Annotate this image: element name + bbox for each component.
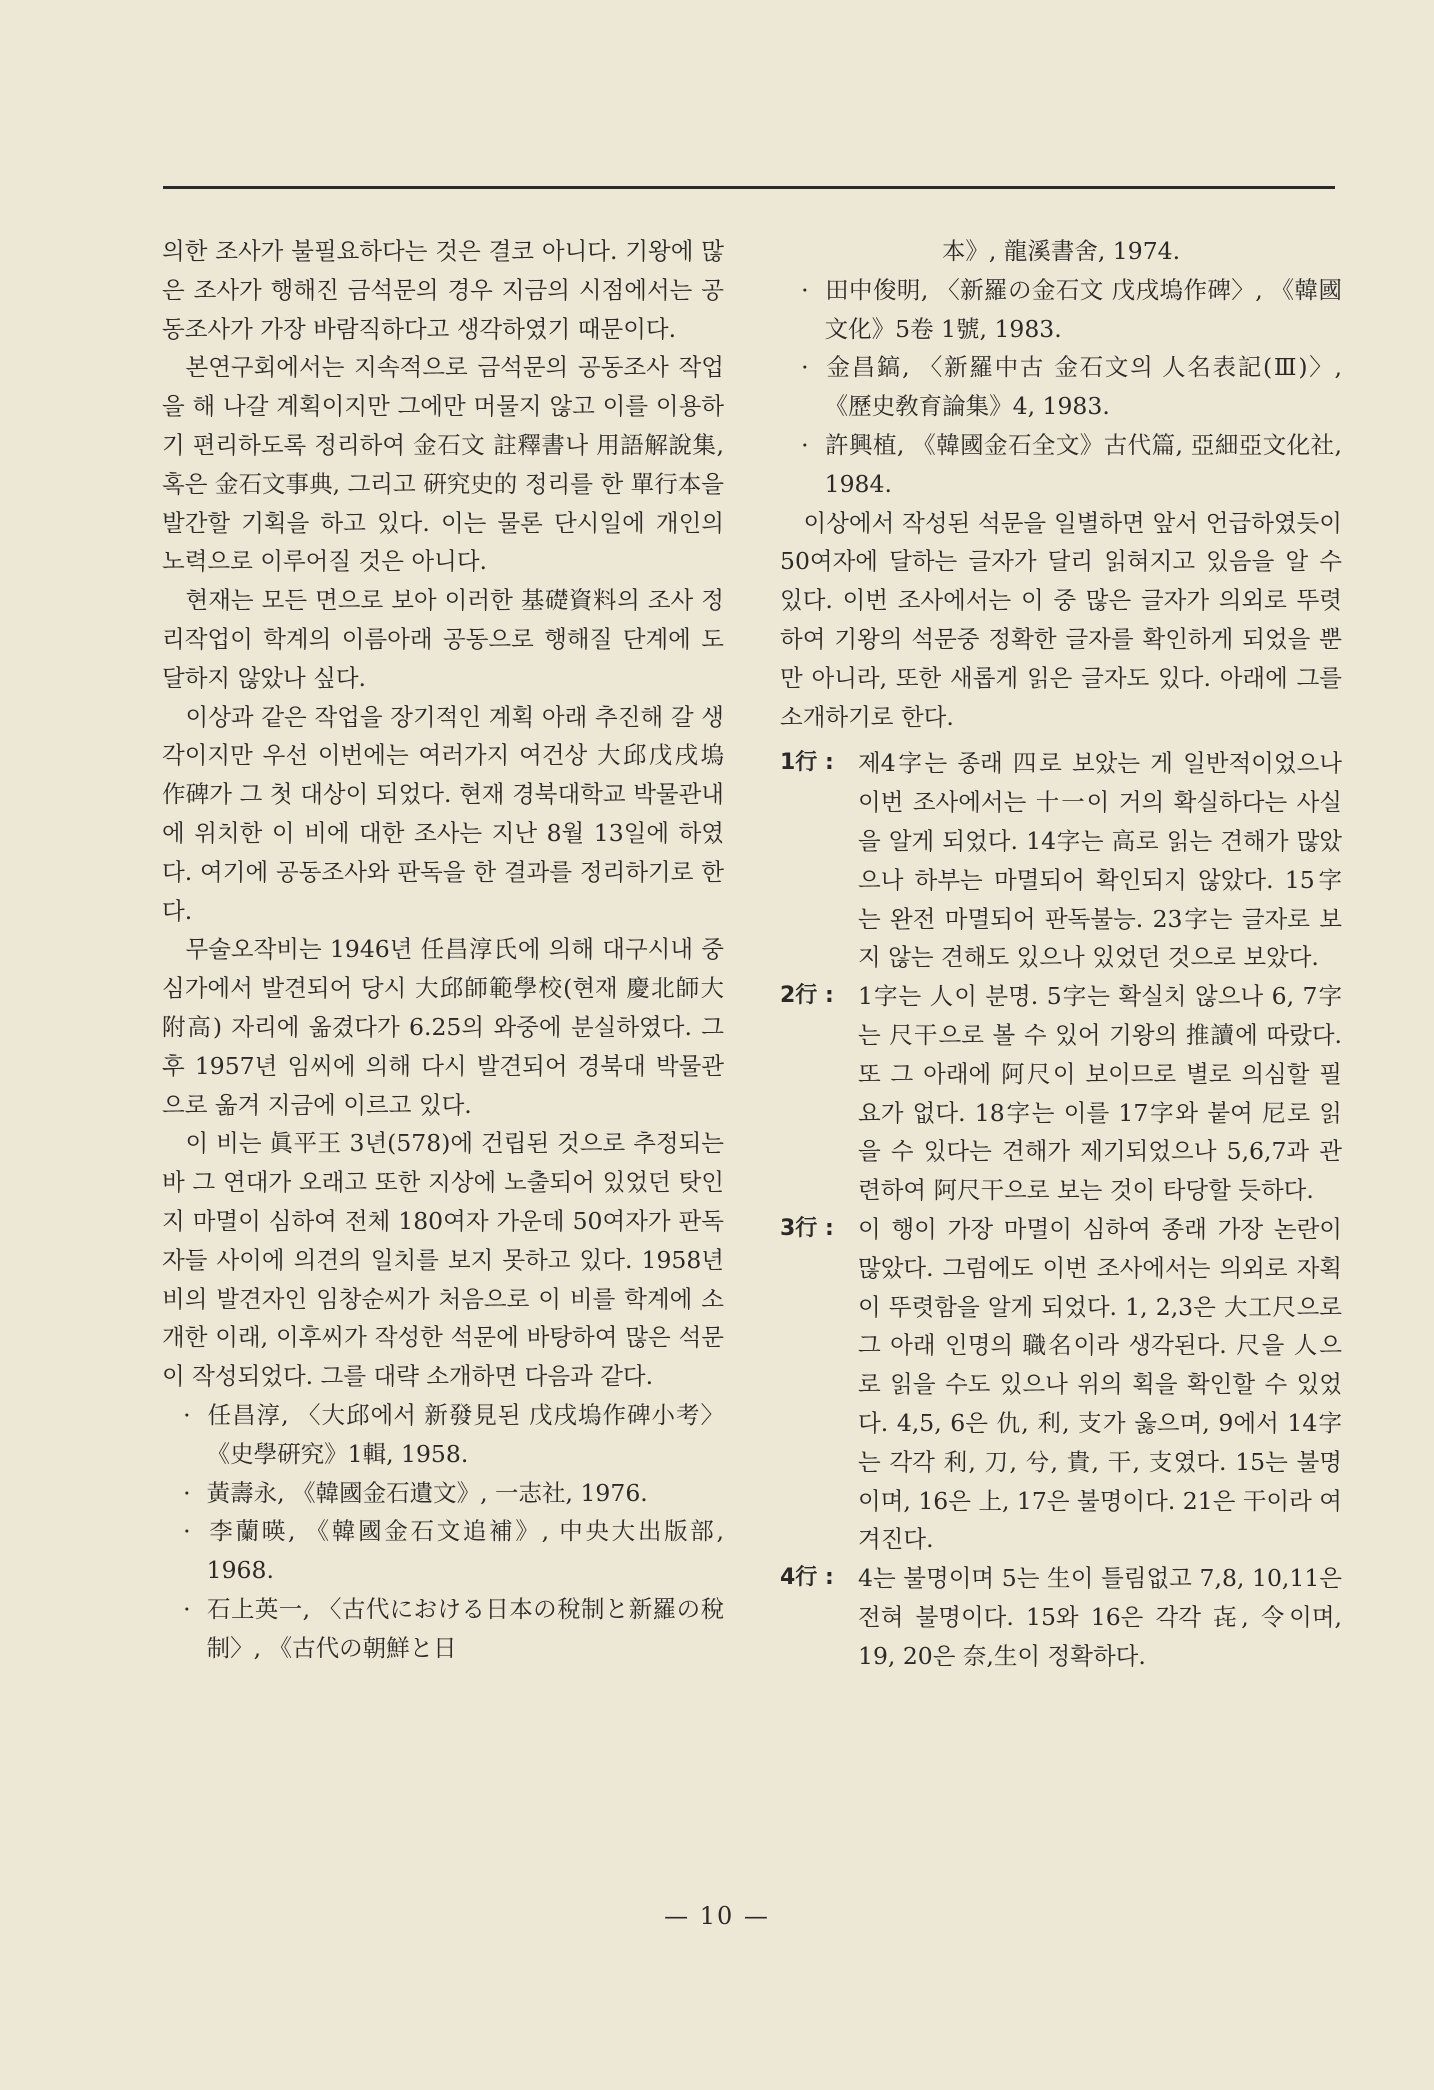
bullet-icon: · — [183, 1517, 191, 1546]
bibliography-text: 許興植, 《韓國金石全文》古代篇, 亞細亞文化社, 1984. — [824, 430, 1342, 498]
bullet-icon: · — [801, 353, 809, 382]
bibliography-item — [162, 1590, 724, 1668]
right-column — [780, 232, 1342, 1675]
header-rule — [163, 186, 1335, 189]
bibliography-item — [780, 271, 1342, 349]
paragraph: 현재는 모든 면으로 보아 이러한 基礎資料의 조사 정리작업이 학계의 이름아래 공동으로 행해질 단계에 도달하지 않았나 싶다. — [162, 586, 724, 692]
page-number: — 10 — — [664, 1902, 770, 1930]
line-label: 4行 : — [780, 1565, 834, 1591]
paragraph: 무술오작비는 1946년 任昌淳氏에 의해 대구시내 중심가에서 발견되어 당시 大邱師範學校(현재 慶北師大附高) 자리에 옮겼다가 6.25의 와중에 분실하였다. 그 후 1957년 임씨에 의해 다시 발견되어 경북대 박물관으로 옮겨 지금에 이르고 있다. — [162, 935, 724, 1119]
bibliography-item — [780, 348, 1342, 426]
bibliography-item — [780, 426, 1342, 504]
reading-line-4 — [780, 1559, 1342, 1675]
bibliography-text: 金昌鎬, 〈新羅中古 金石文의 人名表記(Ⅲ)〉, 《歷史敎育論集》4, 1983. — [824, 353, 1342, 421]
paragraph: 이 비는 眞平王 3년(578)에 건립된 것으로 추정되는 바 그 연대가 오래고 또한 지상에 노출되어 있었던 탓인 지 마멸이 심하여 전체 180여자 가운데 50여자가 판독자들 사이에 의견의 일치를 보지 못하고 있다. 1958년 비의 발견자인 임창순씨가 처음으로 이 비를 학계에 소개한 이래, 이후씨가 작성한 석문에 바탕하여 많은 석문이 작성되었다. 그를 대략 소개하면 다음과 같다. — [162, 1129, 724, 1391]
bibliography-text: 石上英一, 〈古代における日本の稅制と新羅の稅制〉, 《古代の朝鮮と日 — [206, 1594, 724, 1662]
paragraph: 이상과 같은 작업을 장기적인 계획 아래 추진해 갈 생각이지만 우선 이번에는 여러가지 여건상 大邱戊戌塢作碑가 그 첫 대상이 되었다. 현재 경북대학교 박물관내에 위치한 이 비에 대한 조사는 지난 8월 13일에 하였다. 여기에 공동조사와 판독을 한 결과를 정리하기로 한다. — [162, 702, 724, 925]
bibliography-item — [162, 1396, 724, 1474]
left-column — [162, 232, 724, 1667]
reading-line-3 — [780, 1210, 1342, 1559]
bibliography-text: 黃壽永, 《韓國金石遺文》, 一志社, 1976. — [206, 1478, 648, 1507]
bibliography-item — [162, 1474, 724, 1513]
paragraph: 본연구회에서는 지속적으로 금석문의 공동조사 작업을 해 나갈 계획이지만 그에만 머물지 않고 이를 이용하기 편리하도록 정리하여 金石文 註釋書나 用語解說集, 혹은 金石文事典, 그리고 硏究史的 정리를 한 單行本을 발간할 기획을 하고 있다. 이는 물론 단시일에 개인의 노력으로 이루어질 것은 아니다. — [162, 353, 724, 576]
bibliography-text: 田中俊明, 〈新羅の金石文 戊戌塢作碑〉, 《韓國文化》5卷 1號, 1983. — [824, 275, 1342, 343]
line-text: 1字는 人이 분명. 5字는 확실치 않으나 6, 7字는 尺干으로 볼 수 있어 기왕의 推讀에 따랐다. 또 그 아래에 阿尺이 보이므로 별로 의심할 필요가 없다. 18字는 이를 17字와 붙여 尼로 읽을 수 있다는 견해가 제기되었으나 5,6,7과 관련하여 阿尺干으로 보는 것이 타당할 듯하다. — [858, 982, 1342, 1205]
bibliography-item — [162, 1512, 724, 1590]
paragraph: 의한 조사가 불필요하다는 것은 결코 아니다. 기왕에 많은 조사가 행해진 금석문의 경우 지금의 시점에서는 공동조사가 가장 바람직하다고 생각하였기 때문이다. — [162, 237, 724, 343]
line-text: 이 행이 가장 마멸이 심하여 종래 가장 논란이 많았다. 그럼에도 이번 조사에서는 의외로 자획이 뚜렷함을 알게 되었다. 1, 2,3은 大工尺으로 그 아래 인명의 職名이라 생각된다. 尺을 人으로 읽을 수도 있으나 위의 획을 확인할 수 있었다. 4,5, 6은 仇, 利, 支가 옳으며, 9에서 14字는 각각 利, 刀, 兮, 貴, 干, 支였다. 15는 불명이며, 16은 上, 17은 불명이다. 21은 干이라 여겨진다. — [858, 1214, 1342, 1554]
bullet-icon: · — [183, 1478, 191, 1507]
line-text: 제4字는 종래 四로 보았는 게 일반적이었으나 이번 조사에서는 十一이 거의 확실하다는 사실을 알게 되었다. 14字는 高로 읽는 견해가 많았으나 하부는 마멸되어 확인되지 않았다. 15字는 완전 마멸되어 판독불능. 23字는 글자로 보지 않는 견해도 있으나 있었던 것으로 보았다. — [858, 749, 1342, 972]
bullet-icon: · — [801, 430, 809, 459]
reading-line-2 — [780, 977, 1342, 1210]
bullet-icon: · — [801, 275, 809, 304]
line-label: 2行 : — [780, 983, 834, 1009]
bibliography-text: 任昌淳, 〈大邱에서 新發見된 戊戌塢作碑小考〉《史學硏究》1輯, 1958. — [206, 1400, 724, 1468]
line-label: 1行 : — [780, 750, 834, 776]
bullet-icon: · — [183, 1400, 191, 1429]
line-label: 3行 : — [780, 1215, 834, 1241]
bibliography-text: 李蘭暎, 《韓國金石文追補》, 中央大出版部, 1968. — [206, 1517, 724, 1585]
paragraph: 이상에서 작성된 석문을 일별하면 앞서 언급하였듯이 50여자에 달하는 글자가 달리 읽혀지고 있음을 알 수 있다. 이번 조사에서는 이 중 많은 글자가 의외로 뚜렷하여 기왕의 석문중 정확한 글자를 확인하게 되었을 뿐만 아니라, 또한 새롭게 읽은 글자도 있다. 아래에 그를 소개하기로 한다. — [780, 508, 1342, 731]
bullet-icon: · — [183, 1594, 191, 1623]
reading-line-1 — [780, 744, 1342, 977]
line-text: 4는 불명이며 5는 生이 틀림없고 7,8, 10,11은 전혀 불명이다. 15와 16은 각각 㐂, 令이며, 19, 20은 奈,生이 정확하다. — [858, 1564, 1342, 1670]
bibliography-continuation: 本》, 龍溪書舍, 1974. — [941, 237, 1181, 265]
